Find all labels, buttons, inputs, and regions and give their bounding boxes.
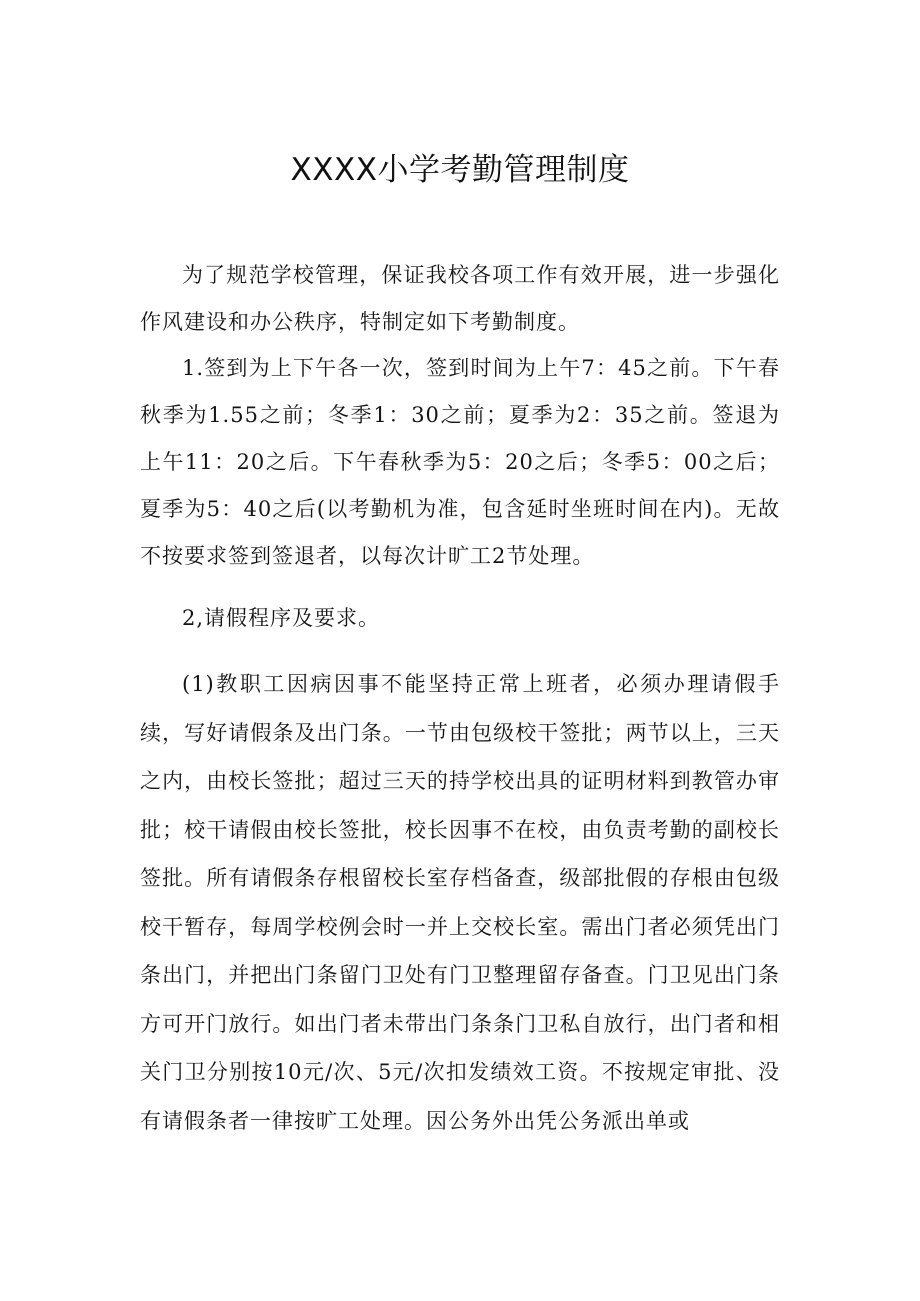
- intro-paragraph: 为了规范学校管理，保证我校各项工作有效开展，进一步强化作风建设和办公秩序，特制定如下考勤制度。: [140, 263, 780, 334]
- leave-procedure-heading: 2,请假程序及要求。: [182, 606, 381, 630]
- attendance-time-paragraph: 1.签到为上下午各一次，签到时间为上午7：45之前。下午春秋季为1.55之前；冬季1：30之前；夏季为2：35之前。签退为上午11：20之后。下午春秋季为5：20之后；冬季5：00之后；夏季为5：40之后(以考勤机为准，包含延时坐班时间在内)。无故不按要求签到签退者，以每次计旷工2节处理。: [140, 356, 780, 568]
- document-title: XXXX小学考勤管理制度: [290, 152, 630, 188]
- leave-procedure-paragraph: (1)教职工因病因事不能坚持正常上班者，必须办理请假手续，写好请假条及出门条。一节由包级校干签批；两节以上，三天之内，由校长签批；超过三天的持学校出具的证明材料到教管办审批；校干请假由校长签批，校长因事不在校，由负责考勤的副校长签批。所有请假条存根留校长室存档备查，级部批假的存根由包级校干暂存，每周学校例会时一并上交校长室。需出门者必须凭出门条出门，并把出门条留门卫处有门卫整理留存备查。门卫见出门条方可开门放行。如出门者未带出门条条门卫私自放行，出门者和相关门卫分别按10元/次、5元/次扣发绩效工资。不按规定审批、没有请假条者一律按旷工处理。因公务外出凭公务派出单或: [140, 672, 780, 1133]
